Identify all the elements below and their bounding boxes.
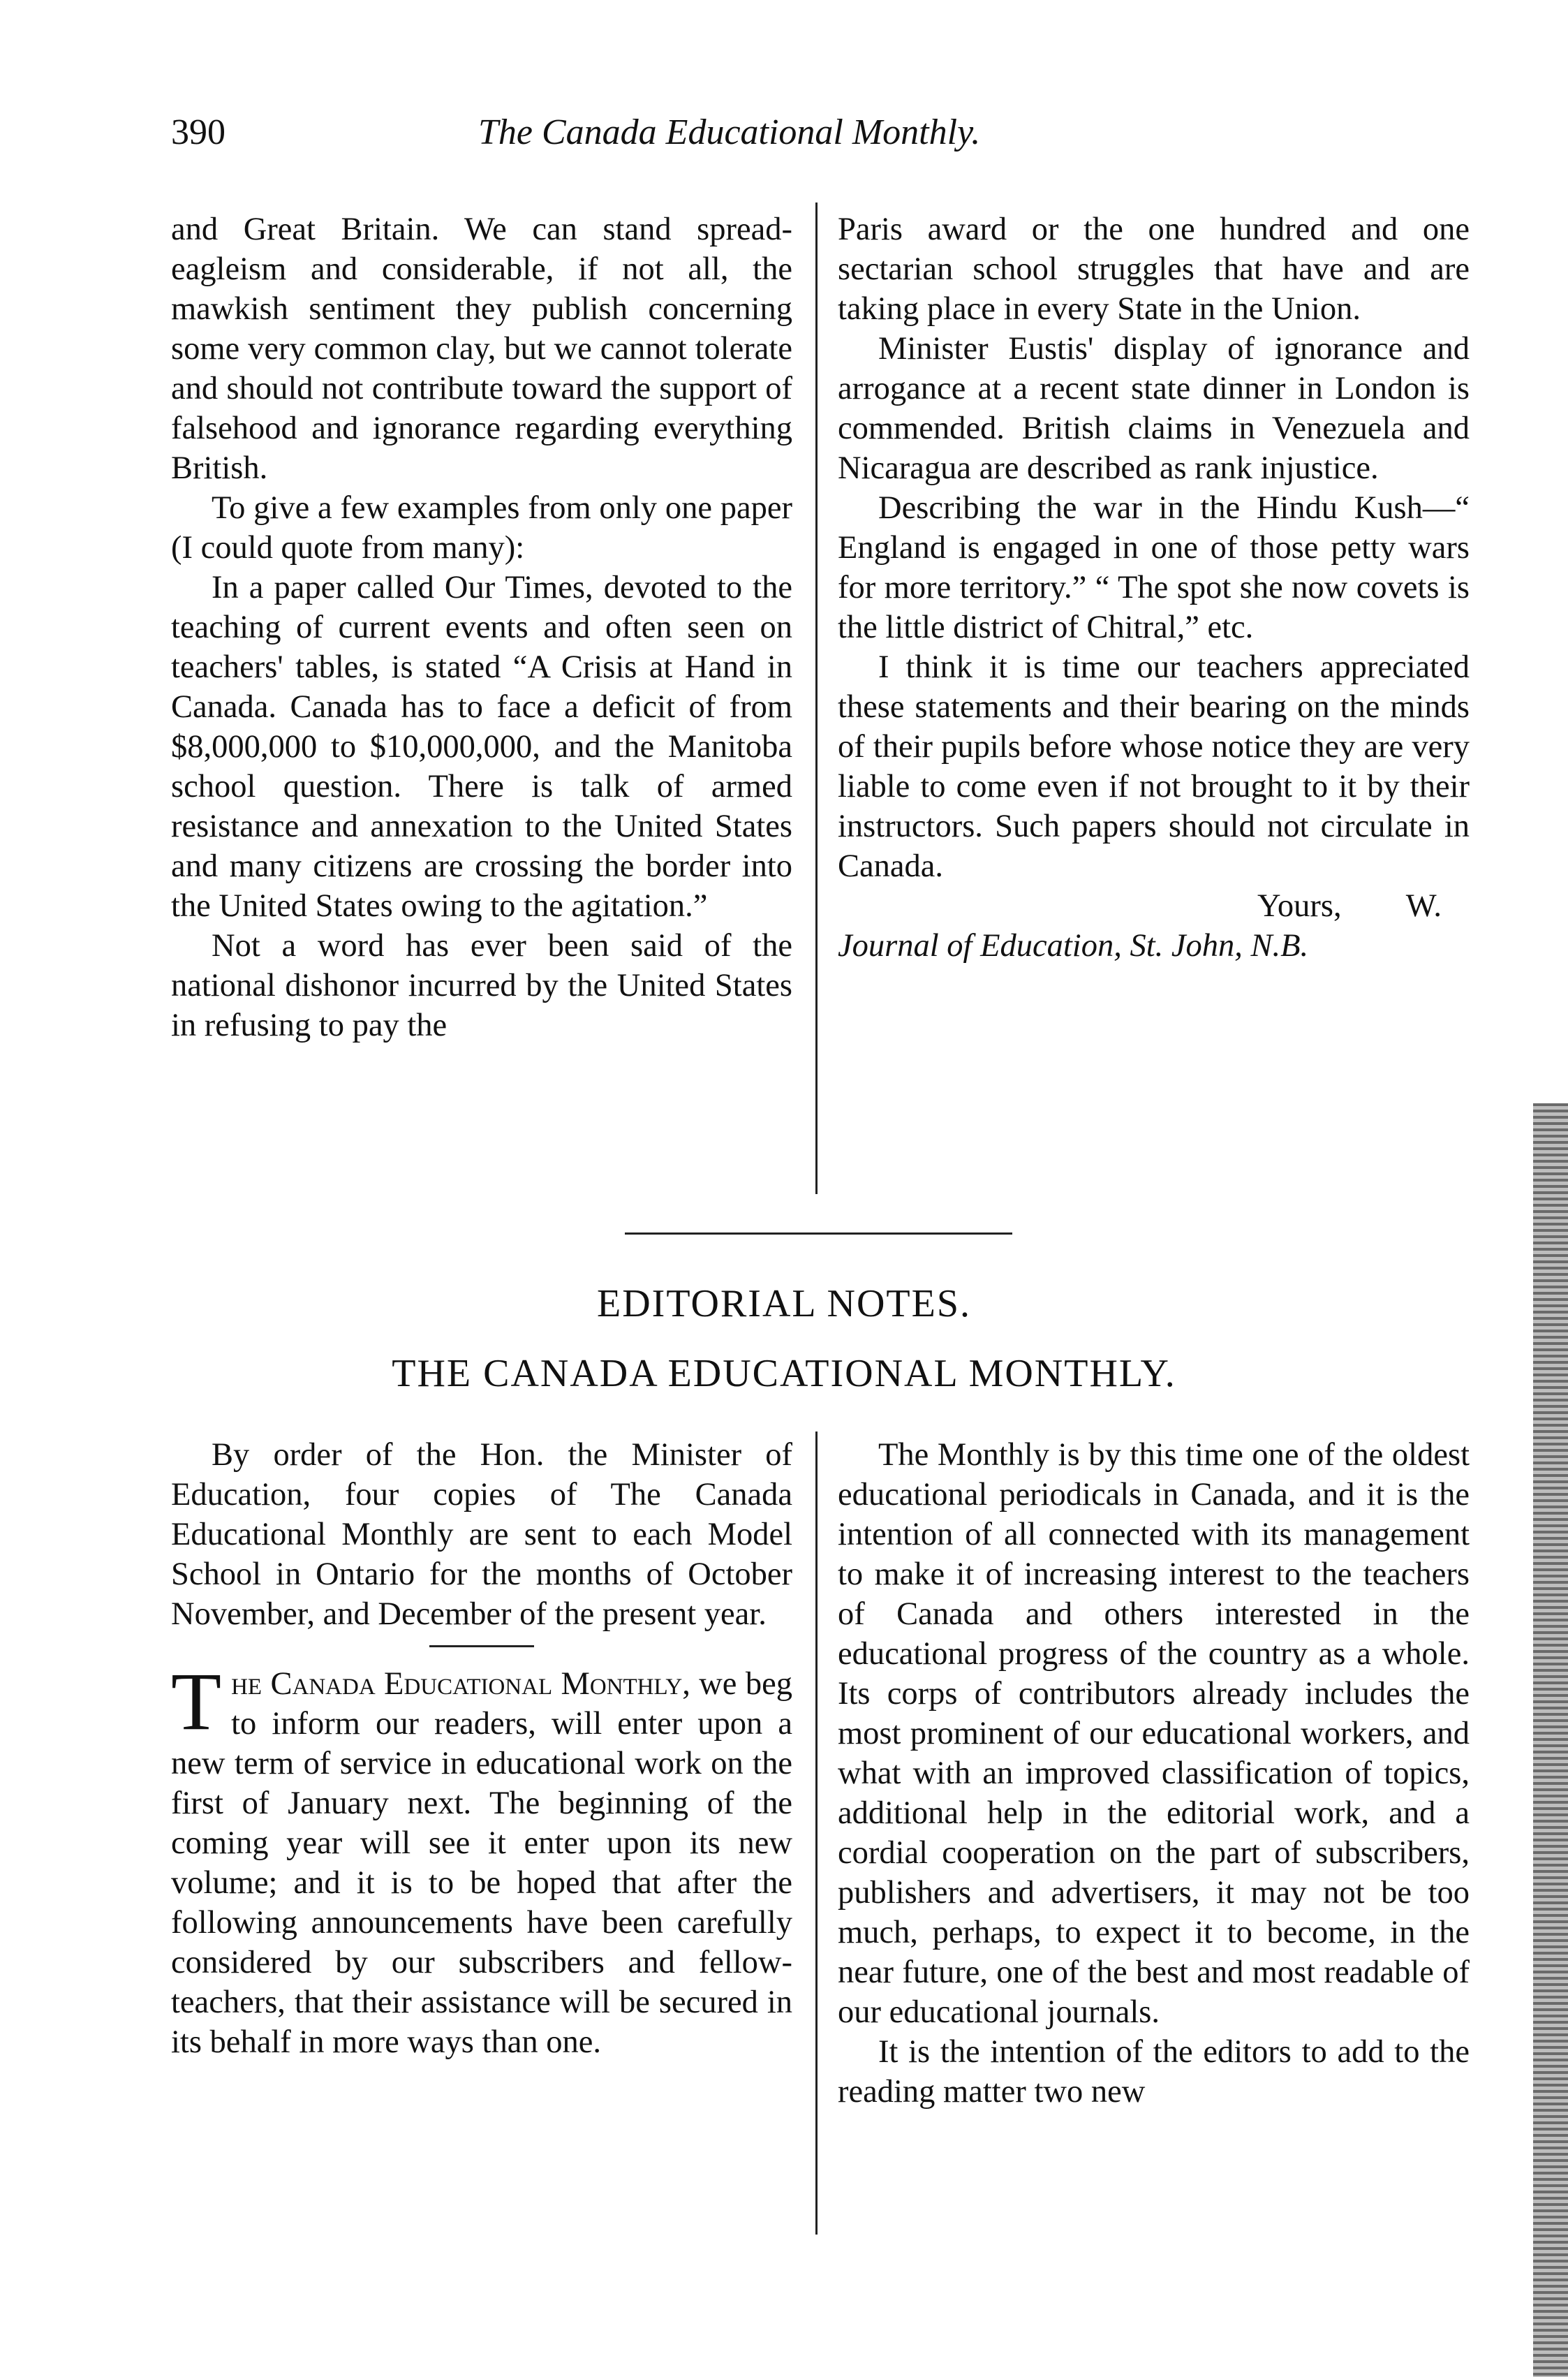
letter-paragraph: To give a few examples from only one paper (I could quote from many): — [171, 490, 792, 566]
drop-cap: T — [171, 1656, 222, 1747]
letter-source: Journal of Education, St. John, N.B. — [838, 928, 1309, 964]
column-divider — [815, 203, 818, 1194]
letter-paragraph: Minister Eustis' display of ignorance and arrogance at a recent state dinner in London is commended. British claims in Venezuela and Nicaragua are described as rank injustice. — [838, 331, 1470, 486]
editorial-column-right — [838, 1435, 1470, 2112]
editorial-paragraph — [171, 1656, 792, 2062]
letter-column-right — [838, 209, 1470, 966]
editorial-paragraph: It is the intention of the editors to add to the reading matter two new — [838, 2034, 1470, 2110]
letter-paragraph: Not a word has ever been said of the national dishonor incurred by the United States in refusing to pay the — [171, 928, 792, 1043]
paragraph-text: we beg to inform our readers, will enter upon a new term of service in educational work on the first of January next. The beginning of the coming year will see it enter upon its new volume; and it is to be hoped that after the following announcements have been carefully considered by our subscribers and fellow-teachers, that their assistance will be secured in its behalf in more ways than one. — [171, 1666, 792, 2060]
editorial-paragraph: The Monthly is by this time one of the oldest educational periodicals in Canada, and it is the intention of all connected with its management to make it of increasing interest to the teachers of Canada and others interested in the educational progress of the country as a whole. Its corps of contributors already includes the most prominent of our educational workers, and what with an improved classification of topics, additional help in the editorial work, and a cordial cooperation on the part of subscribers, publishers and advertisers, it may not be too much, perhaps, to expect it to become, in the near future, one of the best and most readable of our educational journals. — [838, 1437, 1470, 2030]
column-divider — [815, 1432, 818, 2235]
editorial-column-left — [171, 1435, 792, 2062]
running-head-title: The Canada Educational Monthly. — [478, 112, 981, 152]
section-subtitle: THE CANADA EDUCATIONAL MONTHLY. — [392, 1352, 1176, 1395]
letter-paragraph: and Great Britain. We can stand spread-eagleism and considerable, if not all, the mawkish sentiment they publish concerning some very common clay, but we cannot tolerate and should not contribute toward the support of falsehood and ignorance regarding everything British. — [171, 212, 792, 486]
section-divider — [625, 1232, 1012, 1235]
running-header — [171, 112, 1162, 161]
letter-signature: Yours, W. — [1257, 888, 1442, 924]
lead-small-caps: he Canada Educational Monthly, — [231, 1666, 690, 1702]
scan-binding-edge — [1533, 1103, 1568, 2377]
notice-paragraph: By order of the Hon. the Minister of Education, four copies of The Canada Educational Monthly are sent to each Model School in Ontario for the months of October November, and December of the present year. — [171, 1437, 792, 1632]
letter-paragraph: In a paper called Our Times, devoted to the teaching of current events and often seen on teachers' tables, is stated “A Crisis at Hand in Canada. Canada has to face a deficit of from $8,000,000 to $10,000,000, and the Manitoba school question. There is talk of armed resistance and annexation to the United States and many citizens are crossing the border into the United States owing to the agitation.” — [171, 570, 792, 924]
page-number: 390 — [171, 112, 225, 152]
letter-paragraph: Describing the war in the Hindu Kush—“ England is engaged in one of those petty wars for more territory.” “ The spot she now covets is the little district of Chitral,” etc. — [838, 490, 1470, 645]
letter-paragraph: Paris award or the one hundred and one sectarian school struggles that have and are taking place in every State in the Union. — [838, 212, 1470, 327]
letter-column-left — [171, 209, 792, 1045]
section-title: EDITORIAL NOTES. — [597, 1282, 971, 1325]
short-divider — [429, 1645, 534, 1647]
letter-paragraph: I think it is time our teachers appreciated these statements and their bearing on the minds of their pupils before whose notice they are very liable to come even if not brought to it by their instructors. Such papers should not circulate in Canada. — [838, 649, 1470, 884]
